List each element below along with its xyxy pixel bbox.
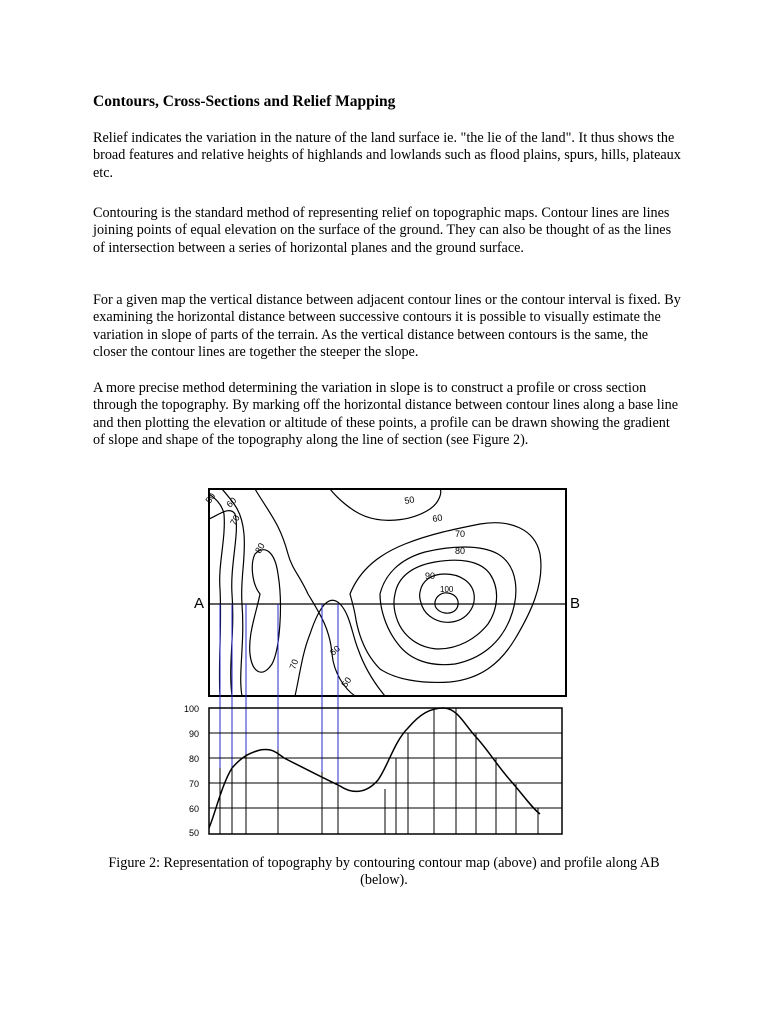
figure-caption: Figure 2: Representation of topography by contouring contour map (above) and profile along AB (below). [108,855,660,889]
contour-label: 70 [287,657,301,671]
paragraph-cross-section: A more precise method determining the variation in slope is to construct a profile or cross section through the topography. By marking off the horizontal distance between contour lines along a base line and then plotting the elevation or altitude of these points, a profile can be drawn showing the gradient of slope and shape of the topography along the line of section (see Figure 2). [93,380,679,448]
contour-line-80-spur [250,550,281,672]
contour-line-50-north [330,489,441,520]
contour-label: 90 [425,571,436,581]
contour-line-north-ridge [255,489,308,594]
profile-chart [184,704,562,838]
paragraph-contour-interval: For a given map the vertical distance between adjacent contour lines or the contour interval is fixed. By examining the horizontal distance between successive contours it is possible to visually estimate the variation in slope of parts of the terrain. As the vertical distance between contours is the same, the closer the contour lines are together the steeper the slope. [93,292,681,360]
contour-label: 50 [403,494,416,506]
contour-line-50-west [209,494,224,696]
section-label-a: A [194,595,205,612]
contour-label: 70 [455,529,466,539]
paragraph-relief: Relief indicates the variation in the nature of the land surface ie. "the lie of the land". It thus shows the broad features and relative heights of highlands and lowlands such as flood plains, spurs, hills, plateaux etc. [93,130,681,181]
figure-graphic [180,484,600,840]
contour-label: 50 [203,491,218,506]
profile-y-tick: 60 [189,804,200,814]
paragraph-contouring: Contouring is the standard method of representing relief on topographic maps. Contour lines are lines joining points of equal elevation on the surface of the ground. They can also be thought of as the lines of intersection between a series of horizontal planes and the ground surface. [93,205,672,256]
contour-line-100-summit [435,593,458,613]
profile-y-tick: 70 [189,779,200,789]
profile-y-tick: 90 [189,729,200,739]
profile-y-tick: 50 [189,828,200,838]
contour-label: 50 [339,675,354,690]
profile-y-tick: 80 [189,754,200,764]
profile-curve [209,708,540,828]
contour-line-60-hill [350,523,541,683]
section-label-b: B [570,595,581,612]
contour-label: 100 [440,585,454,594]
profile-y-tick: 100 [184,704,200,714]
contour-label: 60 [431,512,444,524]
figure-contour-map-and-profile [180,484,600,840]
contour-label: 80 [253,541,267,555]
contour-line-90-hill [420,574,475,622]
contour-label: 60 [224,495,239,510]
contour-label: 70 [228,513,242,527]
contour-label: 80 [455,546,466,556]
contour-label: 60 [327,643,342,658]
profile-verticals [220,708,538,834]
document-title: Contours, Cross-Sections and Relief Mapping [93,93,396,110]
